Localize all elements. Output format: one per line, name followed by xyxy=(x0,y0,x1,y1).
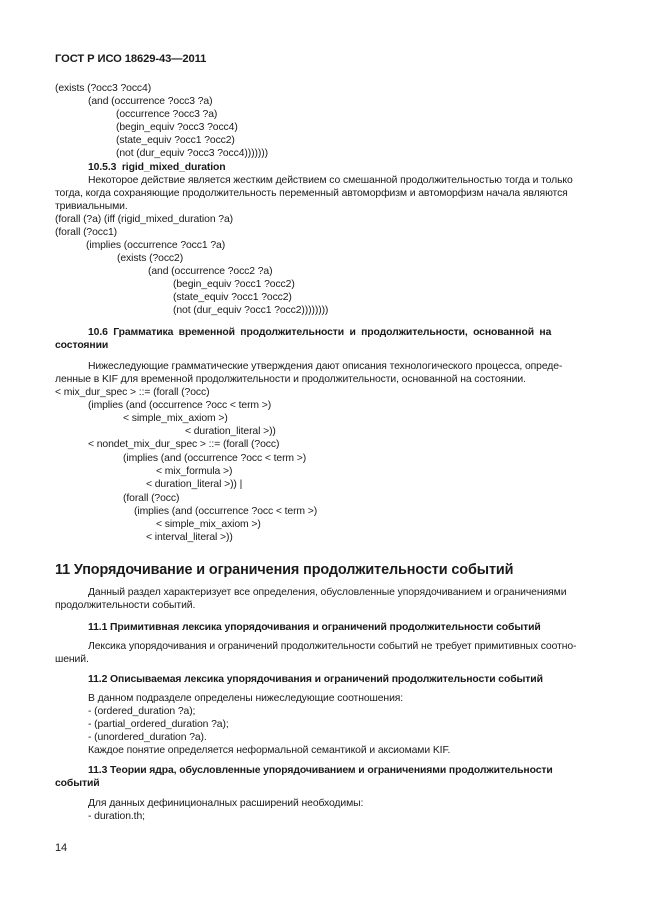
code-line: < duration_literal >)) | xyxy=(146,479,243,490)
paragraph-line: шений. xyxy=(55,654,89,665)
code-line: < interval_literal >)) xyxy=(146,532,233,543)
paragraph-line: Каждое понятие определяется неформальной семантикой и аксиомами KIF. xyxy=(88,745,451,756)
paragraph-line: продолжительности событий. xyxy=(55,600,196,611)
paragraph-line: Некоторое действие является жестким действием со смешанной продолжительностью тогда и только xyxy=(88,175,573,186)
document-header: ГОСТ Р ИСО 18629-43—2011 xyxy=(55,53,207,65)
section-title: 11 Упорядочивание и ограничения продолжительности событий xyxy=(55,562,514,578)
code-line: < mix_formula >) xyxy=(156,466,233,477)
code-line: < mix_dur_spec > ::= (forall (?occ) xyxy=(55,387,210,398)
subsection-heading: 11.2 Описываемая лексика упорядочивания и ограничений продолжительности событий xyxy=(88,674,543,685)
code-line: < simple_mix_axiom >) xyxy=(156,519,261,530)
code-line: (and (occurrence ?occ2 ?a) xyxy=(148,266,273,277)
code-line: (not (dur_equiv ?occ3 ?occ4))))))) xyxy=(116,148,268,159)
code-line: (state_equiv ?occ1 ?occ2) xyxy=(173,292,292,303)
paragraph-line: Данный раздел характеризует все определения, обусловленные упорядочиванием и ограничениями xyxy=(88,587,567,598)
subsection-heading: 11.3 Теории ядра, обусловленные упорядочиванием и ограничениями продолжительности xyxy=(88,765,553,776)
code-line: < duration_literal >)) xyxy=(185,426,276,437)
subsection-heading: состоянии xyxy=(55,340,109,351)
code-line: (exists (?occ3 ?occ4) xyxy=(55,83,152,94)
code-line: (and (occurrence ?occ3 ?a) xyxy=(88,96,213,107)
paragraph-line: ленные в KIF для временной продолжительности и продолжительности, основанной на состоянии. xyxy=(55,374,526,385)
paragraph-line: Для данных дефиниционалных расширений необходимы: xyxy=(88,798,364,809)
code-line: (begin_equiv ?occ1 ?occ2) xyxy=(173,279,295,290)
list-item: - (partial_ordered_duration ?a); xyxy=(88,719,229,730)
code-line: (forall (?a) (iff (rigid_mixed_duration ?a) xyxy=(55,214,233,225)
subsection-heading: 11.1 Примитивная лексика упорядочивания и ограничений продолжительности событий xyxy=(88,622,541,633)
code-line: < nondet_mix_dur_spec > ::= (forall (?occ) xyxy=(88,439,280,450)
code-line: (forall (?occ) xyxy=(123,493,180,504)
code-line: (state_equiv ?occ1 ?occ2) xyxy=(116,135,235,146)
subsection-heading: 10.5.3 rigid_mixed_duration xyxy=(88,162,226,173)
subsection-heading: событий xyxy=(55,778,100,789)
paragraph-line: Лексика упорядочивания и ограничений продолжительности событий не требует примитивных соотно- xyxy=(88,641,577,652)
code-line: (implies (and (occurrence ?occ < term >) xyxy=(123,453,307,464)
page-number: 14 xyxy=(55,842,68,854)
code-line: < simple_mix_axiom >) xyxy=(123,413,228,424)
paragraph-line: тривиальными. xyxy=(55,201,128,212)
list-item: - duration.th; xyxy=(88,811,145,822)
code-line: (forall (?occ1) xyxy=(55,227,118,238)
paragraph-line: тогда, когда сохраняющие продолжительность переменный автоморфизм и автоморфизм начала являются xyxy=(55,188,568,199)
code-line: (not (dur_equiv ?occ1 ?occ2)))))))) xyxy=(173,305,329,316)
subsection-heading: 10.6 Грамматика временной продолжительности и продолжительности, основанной на xyxy=(88,327,552,338)
paragraph-line: В данном подразделе определены нижеследующие соотношения: xyxy=(88,693,404,704)
code-line: (implies (occurrence ?occ1 ?a) xyxy=(86,240,226,251)
code-line: (implies (and (occurrence ?occ < term >) xyxy=(134,506,318,517)
code-line: (occurrence ?occ3 ?a) xyxy=(116,109,218,120)
list-item: - (unordered_duration ?a). xyxy=(88,732,207,743)
paragraph-line: Нижеследующие грамматические утверждения дают описания технологического процесса, опреде- xyxy=(88,361,563,372)
code-line: (implies (and (occurrence ?occ < term >) xyxy=(88,400,272,411)
code-line: (begin_equiv ?occ3 ?occ4) xyxy=(116,122,238,133)
code-line: (exists (?occ2) xyxy=(117,253,184,264)
list-item: - (ordered_duration ?a); xyxy=(88,706,196,717)
